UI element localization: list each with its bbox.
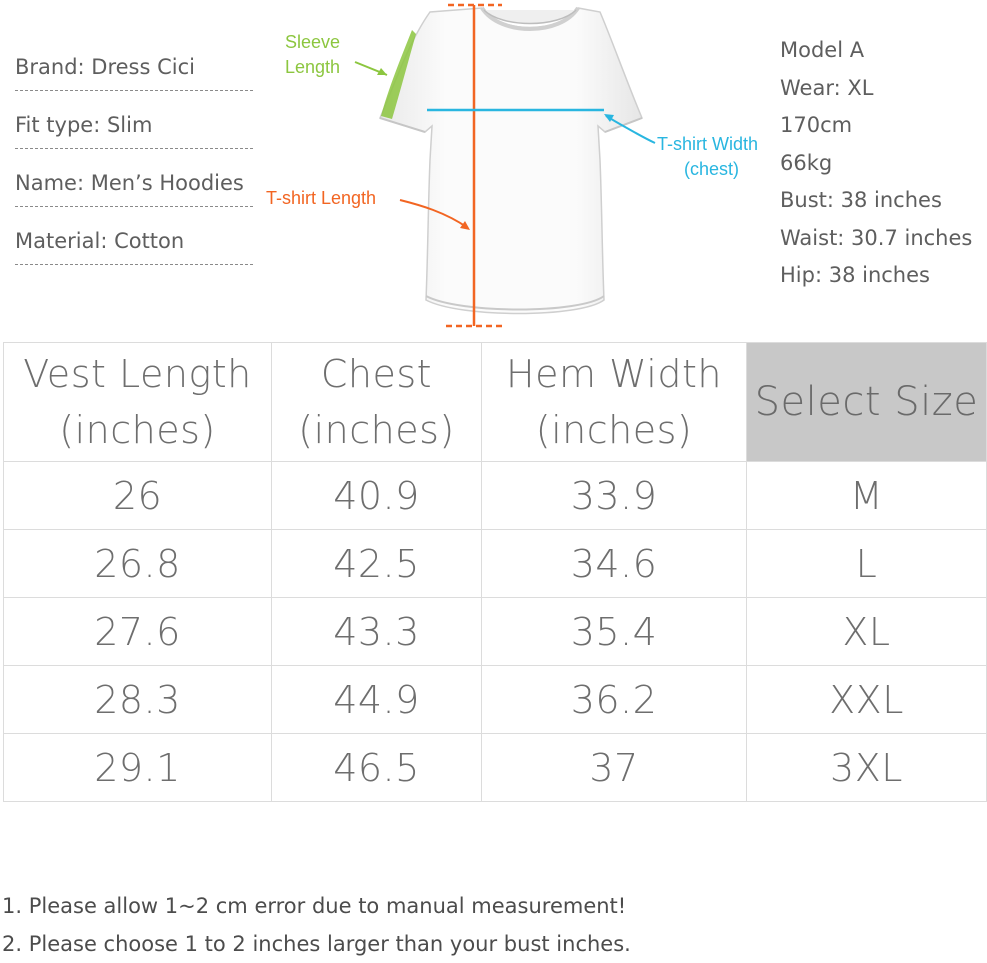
header-line: (inches) bbox=[298, 408, 455, 452]
cell-size: XL bbox=[747, 598, 987, 666]
cell-hem-width: 33.9 bbox=[482, 462, 747, 530]
cell-hem-width: 37 bbox=[482, 734, 747, 802]
divider bbox=[15, 206, 253, 207]
tshirt-diagram bbox=[260, 0, 780, 335]
cell-chest: 42.5 bbox=[272, 530, 482, 598]
table-row bbox=[4, 734, 987, 802]
cell-chest: 46.5 bbox=[272, 734, 482, 802]
table-row bbox=[4, 666, 987, 734]
cell-hem-width: 36.2 bbox=[482, 666, 747, 734]
cell-size: XXL bbox=[747, 666, 987, 734]
sleeve-length-label-2: Length bbox=[285, 57, 341, 77]
cell-vest-length: 27.6 bbox=[4, 598, 272, 666]
size-chart-table bbox=[3, 342, 987, 802]
divider bbox=[15, 264, 253, 265]
product-info bbox=[15, 50, 255, 282]
model-name: Model A bbox=[780, 38, 865, 62]
header-line: Select Size bbox=[754, 379, 979, 425]
model-height: 170cm bbox=[780, 113, 853, 137]
header-line: Vest Length bbox=[23, 352, 252, 396]
product-info-brand bbox=[15, 50, 255, 108]
cell-vest-length: 28.3 bbox=[4, 666, 272, 734]
table-row bbox=[4, 462, 987, 530]
header-chest bbox=[272, 343, 482, 462]
header-line: Hem Width bbox=[506, 352, 722, 396]
model-wear: Wear: XL bbox=[780, 75, 874, 100]
model-bust: Bust: 38 inches bbox=[780, 188, 942, 212]
notes bbox=[2, 887, 631, 963]
brand-text: Brand: Dress Cici bbox=[15, 55, 195, 79]
product-info-name bbox=[15, 166, 255, 224]
name-text: Name: Men’s Hoodies bbox=[15, 171, 244, 195]
divider bbox=[15, 90, 253, 91]
cell-chest: 44.9 bbox=[272, 666, 482, 734]
cell-hem-width: 35.4 bbox=[482, 598, 747, 666]
model-weight: 66kg bbox=[780, 150, 833, 175]
model-info bbox=[780, 32, 972, 295]
product-info-material bbox=[15, 224, 255, 282]
material-text: Material: Cotton bbox=[15, 229, 185, 253]
table-header-row bbox=[4, 343, 987, 462]
cell-size: 3XL bbox=[747, 734, 987, 802]
note-item: 2. Please choose 1 to 2 inches larger than your bust inches. bbox=[2, 932, 631, 956]
cell-size: L bbox=[747, 530, 987, 598]
cell-vest-length: 26.8 bbox=[4, 530, 272, 598]
product-info-fit bbox=[15, 108, 255, 166]
tshirt-length-label: T-shirt Length bbox=[266, 188, 377, 208]
model-hip: Hip: 38 inches bbox=[780, 263, 930, 287]
cell-chest: 43.3 bbox=[272, 598, 482, 666]
table-row bbox=[4, 530, 987, 598]
sleeve-length-label: Sleeve bbox=[285, 32, 341, 52]
fit-type-text: Fit type: Slim bbox=[15, 113, 153, 137]
header-select-size bbox=[747, 343, 987, 462]
cell-size: M bbox=[747, 462, 987, 530]
header-hem-width bbox=[482, 343, 747, 462]
tshirt-width-label-2: (chest) bbox=[684, 159, 740, 179]
table-row bbox=[4, 598, 987, 666]
cell-chest: 40.9 bbox=[272, 462, 482, 530]
cell-vest-length: 26 bbox=[4, 462, 272, 530]
header-vest-length bbox=[4, 343, 272, 462]
header-line: Chest bbox=[320, 352, 433, 396]
tshirt-width-label: T-shirt Width bbox=[657, 134, 759, 154]
header-line: (inches) bbox=[59, 408, 216, 452]
model-waist: Waist: 30.7 inches bbox=[780, 225, 973, 250]
divider bbox=[15, 148, 253, 149]
cell-hem-width: 34.6 bbox=[482, 530, 747, 598]
header-line: (inches) bbox=[535, 408, 693, 452]
cell-vest-length: 29.1 bbox=[4, 734, 272, 802]
note-item: 1. Please allow 1~2 cm error due to manual measurement! bbox=[2, 894, 627, 918]
